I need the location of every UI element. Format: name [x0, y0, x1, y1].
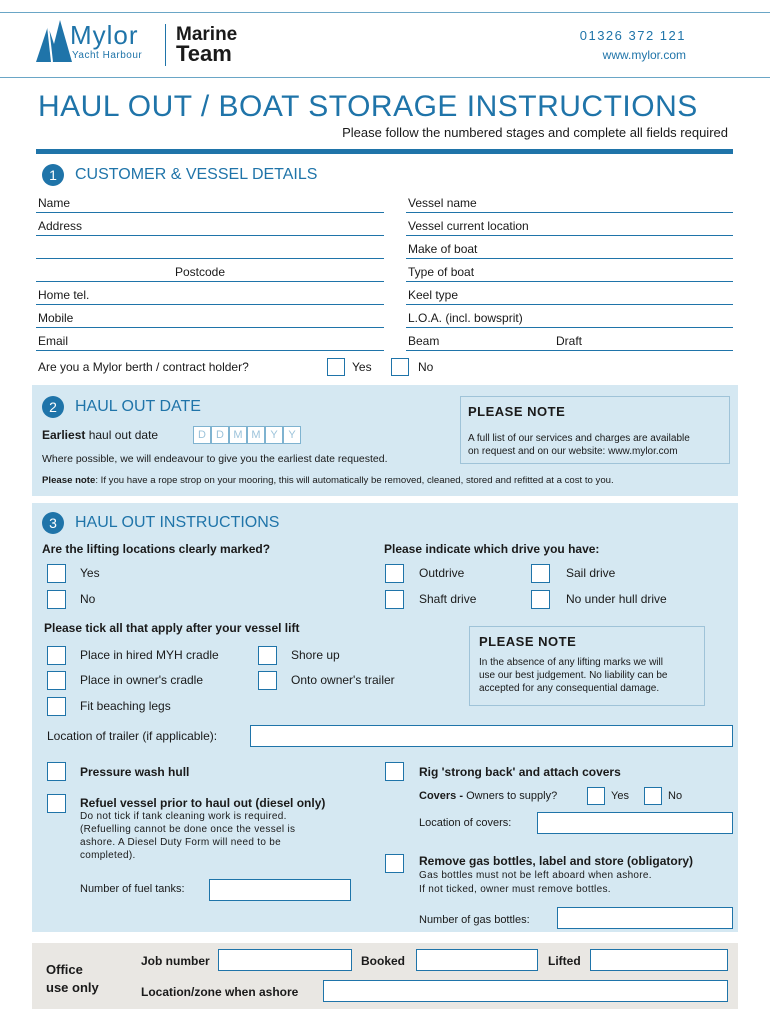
keel-field[interactable]: [406, 304, 733, 305]
name-field[interactable]: [36, 212, 384, 213]
title-divider: [36, 149, 733, 154]
logo-wordmark: Mylor: [70, 20, 139, 50]
section3-note-title: PLEASE NOTE: [479, 634, 577, 649]
refuel-note-2: (Refuelling cannot be done once the vessel is: [80, 824, 296, 835]
logo-subtitle: Yacht Harbour: [72, 50, 143, 61]
section2-number: 2: [42, 396, 64, 418]
loa-field[interactable]: [406, 327, 733, 328]
hired-cradle-label: Place in hired MYH cradle: [80, 648, 219, 662]
rope-note-bold: Please note: [42, 475, 96, 486]
pressure-wash-checkbox[interactable]: [47, 762, 66, 781]
make-field[interactable]: [406, 258, 733, 259]
lifting-question: Are the lifting locations clearly marked?: [42, 542, 271, 556]
section3-note-line2: use our best judgement. No liability can be: [479, 670, 668, 681]
refuel-note-1: Do not tick if tank cleaning work is required.: [80, 811, 287, 822]
section2-note-line1: A full list of our services and charges are available: [468, 433, 690, 444]
date-day-1[interactable]: D: [193, 426, 211, 444]
job-number-label: Job number: [141, 954, 210, 968]
location-zone-input[interactable]: [323, 980, 728, 1002]
beaching-legs-checkbox[interactable]: [47, 697, 66, 716]
refuel-note-4: completed).: [80, 850, 136, 861]
date-month-1[interactable]: M: [229, 426, 247, 444]
header-top-rule: [0, 12, 770, 13]
postcode-label: Postcode: [175, 265, 226, 279]
owner-trailer-label: Onto owner's trailer: [291, 673, 395, 687]
owner-cradle-checkbox[interactable]: [47, 671, 66, 690]
make-label: Make of boat: [408, 242, 478, 256]
trailer-location-input[interactable]: [250, 725, 733, 747]
date-year-1[interactable]: Y: [265, 426, 283, 444]
hired-cradle-checkbox[interactable]: [47, 646, 66, 665]
covers-location-label: Location of covers:: [419, 817, 512, 829]
covers-yes-checkbox[interactable]: [587, 787, 605, 805]
type-label: Type of boat: [408, 265, 475, 279]
owner-trailer-checkbox[interactable]: [258, 671, 277, 690]
name-label: Name: [38, 196, 71, 210]
address-field-2[interactable]: [36, 258, 384, 259]
shore-up-label: Shore up: [291, 648, 340, 662]
booked-label: Booked: [361, 954, 406, 968]
section1-title: CUSTOMER & VESSEL DETAILS: [75, 166, 318, 183]
sail-logo-icon: [34, 18, 74, 64]
location-zone-label: Location/zone when ashore: [141, 985, 299, 999]
berth-yes-label: Yes: [352, 360, 372, 374]
shore-up-checkbox[interactable]: [258, 646, 277, 665]
phone-number: 01326 372 121: [579, 28, 686, 43]
header-bottom-rule: [0, 77, 770, 78]
section2-note-line2: on request and on our website: www.mylor.com: [468, 446, 678, 457]
gas-bottles-checkbox[interactable]: [385, 854, 404, 873]
endeavour-text: Where possible, we will endeavour to give you the earliest date requested.: [42, 453, 388, 465]
rope-note-text: : If you have a rope strop on your mooring, this will automatically be removed, cleaned, stored and refitted at a cost to you.: [95, 475, 614, 486]
tick-question: Please tick all that apply after your vessel lift: [44, 621, 300, 635]
mobile-label: Mobile: [38, 311, 74, 325]
shaft-drive-checkbox[interactable]: [385, 590, 404, 609]
postcode-field[interactable]: [36, 281, 384, 282]
covers-rest: Owners to supply?: [466, 790, 558, 802]
mobile-field[interactable]: [36, 327, 384, 328]
no-drive-checkbox[interactable]: [531, 590, 550, 609]
berth-question: Are you a Mylor berth / contract holder?: [38, 360, 249, 374]
logo-separator: [165, 24, 166, 66]
vessel-location-label: Vessel current location: [408, 219, 529, 233]
trailer-location-label: Location of trailer (if applicable):: [47, 729, 218, 743]
drive-question: Please indicate which drive you have:: [384, 542, 600, 556]
covers-question: [419, 790, 557, 802]
email-label: Email: [38, 334, 69, 348]
berth-no-label: No: [418, 360, 434, 374]
vessel-name-field[interactable]: [406, 212, 733, 213]
vessel-location-field[interactable]: [406, 235, 733, 236]
covers-yes-label: Yes: [611, 790, 629, 802]
berth-yes-checkbox[interactable]: [327, 358, 345, 376]
marine-team-line2: Team: [176, 41, 232, 66]
beam-label: Beam: [408, 334, 440, 348]
covers-location-input[interactable]: [537, 812, 733, 834]
outdrive-label: Outdrive: [419, 566, 465, 580]
fuel-tanks-label: Number of fuel tanks:: [80, 883, 185, 895]
outdrive-checkbox[interactable]: [385, 564, 404, 583]
refuel-label: Refuel vessel prior to haul out (diesel only): [80, 796, 326, 810]
earliest-bold: Earliest: [42, 428, 86, 442]
website-link[interactable]: www.mylor.com: [602, 48, 686, 62]
fuel-tanks-input[interactable]: [209, 879, 351, 901]
loa-label: L.O.A. (incl. bowsprit): [408, 311, 523, 325]
shaft-drive-label: Shaft drive: [419, 592, 477, 606]
lifting-yes-checkbox[interactable]: [47, 564, 66, 583]
email-field[interactable]: [36, 350, 384, 351]
no-drive-label: No under hull drive: [566, 592, 667, 606]
page-subtitle: Please follow the numbered stages and complete all fields required: [342, 125, 728, 140]
gas-note-2: If not ticked, owner must remove bottles.: [419, 884, 611, 895]
lifted-input[interactable]: [590, 949, 728, 971]
sail-drive-checkbox[interactable]: [531, 564, 550, 583]
address-field[interactable]: [36, 235, 384, 236]
refuel-note-3: ashore. A Diesel Duty Form will need to be: [80, 837, 282, 848]
booked-input[interactable]: [416, 949, 538, 971]
home-tel-field[interactable]: [36, 304, 384, 305]
job-number-input[interactable]: [218, 949, 352, 971]
draft-label: Draft: [556, 334, 583, 348]
lifted-label: Lifted: [548, 954, 581, 968]
berth-no-checkbox[interactable]: [391, 358, 409, 376]
date-month-2[interactable]: M: [247, 426, 265, 444]
earliest-label: [42, 428, 158, 442]
covers-no-label: No: [668, 790, 683, 802]
rig-covers-label: Rig 'strong back' and attach covers: [419, 765, 621, 779]
section3-note-line1: In the absence of any lifting marks we will: [479, 657, 663, 668]
beam-draft-field[interactable]: [406, 350, 733, 351]
section2-note-title: PLEASE NOTE: [468, 404, 566, 419]
covers-bold: Covers -: [419, 790, 464, 802]
marine-team-line1: Marine: [176, 24, 238, 45]
beaching-legs-label: Fit beaching legs: [80, 699, 171, 713]
lifting-yes-label: Yes: [80, 566, 100, 580]
office-label-2: use only: [46, 980, 99, 995]
home-tel-label: Home tel.: [38, 288, 90, 302]
date-year-2[interactable]: Y: [283, 426, 301, 444]
gas-bottles-label: Remove gas bottles, label and store (obligatory): [419, 854, 694, 868]
covers-no-checkbox[interactable]: [644, 787, 662, 805]
rope-strop-note: [42, 475, 614, 486]
date-day-2[interactable]: D: [211, 426, 229, 444]
address-label: Address: [38, 219, 83, 233]
earliest-rest: haul out date: [88, 428, 159, 442]
gas-number-input[interactable]: [557, 907, 733, 929]
section3-number: 3: [42, 512, 64, 534]
keel-label: Keel type: [408, 288, 459, 302]
section1-number: 1: [42, 164, 64, 186]
section3-title: HAUL OUT INSTRUCTIONS: [75, 514, 280, 531]
lifting-no-checkbox[interactable]: [47, 590, 66, 609]
section2-title: HAUL OUT DATE: [75, 398, 201, 415]
office-label-1: Office: [46, 962, 83, 977]
gas-note-1: Gas bottles must not be left aboard when ashore.: [419, 870, 652, 881]
sail-drive-label: Sail drive: [566, 566, 616, 580]
owner-cradle-label: Place in owner's cradle: [80, 673, 204, 687]
rig-covers-checkbox[interactable]: [385, 762, 404, 781]
section3-note-line3: accepted for any consequential damage.: [479, 683, 660, 694]
date-input[interactable]: [193, 426, 301, 444]
vessel-name-label: Vessel name: [408, 196, 477, 210]
lifting-no-label: No: [80, 592, 96, 606]
refuel-checkbox[interactable]: [47, 794, 66, 813]
pressure-wash-label: Pressure wash hull: [80, 765, 190, 779]
type-field[interactable]: [406, 281, 733, 282]
page-title: HAUL OUT / BOAT STORAGE INSTRUCTIONS: [38, 90, 698, 123]
gas-number-label: Number of gas bottles:: [419, 914, 530, 926]
